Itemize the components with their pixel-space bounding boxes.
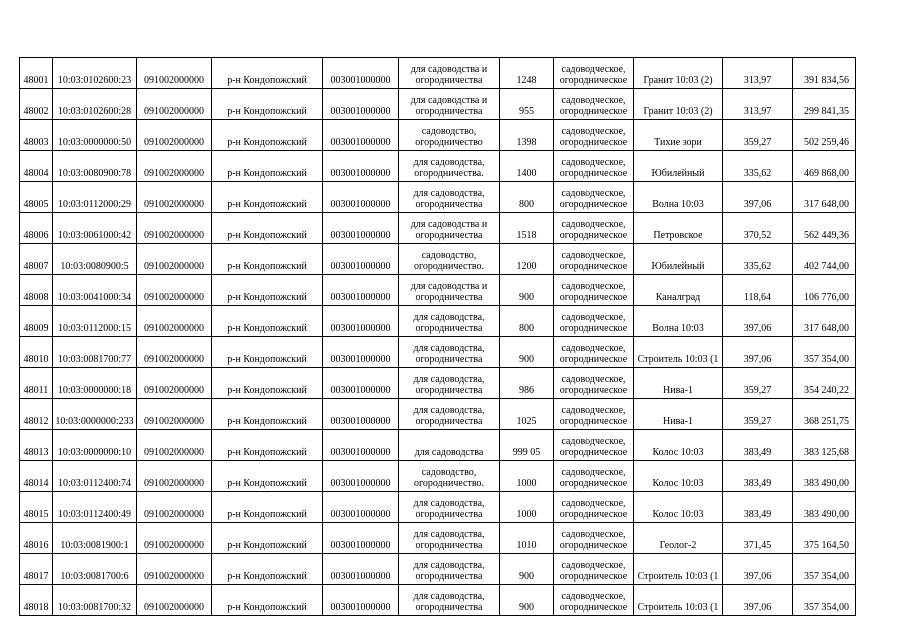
- row-number-cell: 48015: [20, 492, 53, 523]
- category-cell-line: садоводческое,: [561, 591, 626, 602]
- specific-value-cell: 397,06: [723, 585, 793, 616]
- permitted-use-cell: [399, 492, 500, 523]
- cadastral-number-cell: 10:03:0102600:28: [53, 89, 137, 120]
- cadastral-value-cell: 562 449,36: [793, 213, 856, 244]
- permitted-use-cell: [399, 58, 500, 89]
- okato-code-cell: 091002000000: [137, 89, 212, 120]
- permitted-use-cell-line: огородничества: [415, 509, 483, 520]
- category-cell-line: огородническое: [559, 75, 628, 86]
- cadastral-value-cell: 357 354,00: [793, 554, 856, 585]
- category-cell-line: садоводческое,: [561, 64, 626, 75]
- okato-code-cell: 091002000000: [137, 461, 212, 492]
- permitted-use-cell: [399, 213, 500, 244]
- cadastral-number-cell: 10:03:0061000:42: [53, 213, 137, 244]
- permitted-use-cell-line: огородничества: [415, 75, 483, 86]
- specific-value-cell: 397,06: [723, 306, 793, 337]
- specific-value-cell: 397,06: [723, 182, 793, 213]
- category-cell-line: огородническое: [559, 416, 628, 427]
- area-cell: 1518: [500, 213, 554, 244]
- cadastral-number-cell: 10:03:0080900:5: [53, 244, 137, 275]
- permitted-use-cell: [399, 585, 500, 616]
- cadastral-table: [19, 57, 856, 616]
- district-cell: р-н Кондопожский: [212, 244, 323, 275]
- area-cell: 900: [500, 275, 554, 306]
- okato-code-cell: 091002000000: [137, 399, 212, 430]
- oktmo-code-cell: 003001000000: [323, 120, 399, 151]
- category-cell: [554, 337, 634, 368]
- district-cell: р-н Кондопожский: [212, 523, 323, 554]
- row-number-cell: 48010: [20, 337, 53, 368]
- permitted-use-cell-line: огородничества: [415, 354, 483, 365]
- district-cell: р-н Кондопожский: [212, 275, 323, 306]
- area-cell: 1000: [500, 461, 554, 492]
- district-cell: р-н Кондопожский: [212, 585, 323, 616]
- table-row: [20, 585, 856, 616]
- cadastral-value-cell: 299 841,35: [793, 89, 856, 120]
- oktmo-code-cell: 003001000000: [323, 492, 399, 523]
- category-cell-line: огородническое: [559, 292, 628, 303]
- permitted-use-cell-line: огородничества: [415, 323, 483, 334]
- category-cell: [554, 275, 634, 306]
- category-cell-line: огородническое: [559, 447, 628, 458]
- permitted-use-cell: [399, 244, 500, 275]
- permitted-use-cell: [399, 151, 500, 182]
- okato-code-cell: 091002000000: [137, 58, 212, 89]
- table-row: [20, 430, 856, 461]
- partnership-name-cell: Нива-1: [634, 368, 723, 399]
- okato-code-cell: 091002000000: [137, 368, 212, 399]
- permitted-use-cell: [399, 337, 500, 368]
- category-cell-line: садоводческое,: [561, 219, 626, 230]
- specific-value-cell: 359,27: [723, 399, 793, 430]
- category-cell: [554, 182, 634, 213]
- oktmo-code-cell: 003001000000: [323, 337, 399, 368]
- category-cell: [554, 492, 634, 523]
- category-cell-line: садоводческое,: [561, 529, 626, 540]
- district-cell: р-н Кондопожский: [212, 461, 323, 492]
- permitted-use-cell-line: для садоводства и: [410, 64, 488, 75]
- oktmo-code-cell: 003001000000: [323, 182, 399, 213]
- category-cell: [554, 554, 634, 585]
- specific-value-cell: 383,49: [723, 461, 793, 492]
- oktmo-code-cell: 003001000000: [323, 151, 399, 182]
- district-cell: р-н Кондопожский: [212, 399, 323, 430]
- area-cell: 900: [500, 585, 554, 616]
- oktmo-code-cell: 003001000000: [323, 368, 399, 399]
- permitted-use-cell-line: для садоводства,: [413, 405, 485, 416]
- district-cell: р-н Кондопожский: [212, 306, 323, 337]
- permitted-use-cell-line: огородничества: [415, 416, 483, 427]
- category-cell-line: огородническое: [559, 602, 628, 613]
- table-row: [20, 337, 856, 368]
- permitted-use-cell-line: садоводство,: [421, 126, 477, 137]
- category-cell-line: садоводческое,: [561, 343, 626, 354]
- permitted-use-cell-line: огородничества: [415, 106, 483, 117]
- table-row: [20, 554, 856, 585]
- district-cell: р-н Кондопожский: [212, 151, 323, 182]
- permitted-use-cell-line: огородничество: [415, 137, 483, 148]
- area-cell: 1400: [500, 151, 554, 182]
- oktmo-code-cell: 003001000000: [323, 275, 399, 306]
- partnership-name-cell: Юбилейный: [634, 244, 723, 275]
- cadastral-value-cell: 354 240,22: [793, 368, 856, 399]
- cadastral-value-cell: 383 125,68: [793, 430, 856, 461]
- oktmo-code-cell: 003001000000: [323, 399, 399, 430]
- category-cell-line: садоводческое,: [561, 405, 626, 416]
- permitted-use-cell: [399, 368, 500, 399]
- permitted-use-cell-line: огородничества: [415, 199, 483, 210]
- row-number-cell: 48013: [20, 430, 53, 461]
- permitted-use-cell: [399, 275, 500, 306]
- table-row: [20, 306, 856, 337]
- category-cell: [554, 523, 634, 554]
- permitted-use-cell: [399, 554, 500, 585]
- okato-code-cell: 091002000000: [137, 523, 212, 554]
- category-cell-line: огородническое: [559, 137, 628, 148]
- permitted-use-cell-line: для садоводства,: [413, 157, 485, 168]
- specific-value-cell: 383,49: [723, 430, 793, 461]
- specific-value-cell: 313,97: [723, 58, 793, 89]
- partnership-name-cell: Нива-1: [634, 399, 723, 430]
- cadastral-value-cell: 469 868,00: [793, 151, 856, 182]
- specific-value-cell: 397,06: [723, 337, 793, 368]
- category-cell: [554, 120, 634, 151]
- okato-code-cell: 091002000000: [137, 275, 212, 306]
- cadastral-value-cell: 383 490,00: [793, 461, 856, 492]
- cadastral-number-cell: 10:03:0000000:233: [53, 399, 137, 430]
- cadastral-value-cell: 402 744,00: [793, 244, 856, 275]
- permitted-use-cell-line: огородничества: [415, 602, 483, 613]
- okato-code-cell: 091002000000: [137, 585, 212, 616]
- category-cell-line: огородническое: [559, 385, 628, 396]
- cadastral-number-cell: 10:03:0000000:10: [53, 430, 137, 461]
- category-cell: [554, 306, 634, 337]
- permitted-use-cell-line: для садоводства,: [413, 591, 485, 602]
- district-cell: р-н Кондопожский: [212, 492, 323, 523]
- table-row: [20, 151, 856, 182]
- category-cell-line: огородническое: [559, 230, 628, 241]
- permitted-use-cell-line: для садоводства и: [410, 281, 488, 292]
- permitted-use-cell-line: для садоводства,: [413, 312, 485, 323]
- category-cell: [554, 430, 634, 461]
- oktmo-code-cell: 003001000000: [323, 554, 399, 585]
- permitted-use-cell: [399, 430, 500, 461]
- area-cell: 900: [500, 554, 554, 585]
- permitted-use-cell-line: огородничества: [415, 230, 483, 241]
- district-cell: р-н Кондопожский: [212, 89, 323, 120]
- district-cell: р-н Кондопожский: [212, 554, 323, 585]
- permitted-use-cell: [399, 306, 500, 337]
- category-cell-line: садоводческое,: [561, 560, 626, 571]
- row-number-cell: 48016: [20, 523, 53, 554]
- cadastral-number-cell: 10:03:0112000:15: [53, 306, 137, 337]
- district-cell: р-н Кондопожский: [212, 120, 323, 151]
- cadastral-number-cell: 10:03:0041000:34: [53, 275, 137, 306]
- okato-code-cell: 091002000000: [137, 430, 212, 461]
- cadastral-value-cell: 383 490,00: [793, 492, 856, 523]
- row-number-cell: 48006: [20, 213, 53, 244]
- permitted-use-cell: [399, 399, 500, 430]
- partnership-name-cell: Строитель 10:03 (1: [634, 585, 723, 616]
- oktmo-code-cell: 003001000000: [323, 306, 399, 337]
- okato-code-cell: 091002000000: [137, 151, 212, 182]
- okato-code-cell: 091002000000: [137, 244, 212, 275]
- category-cell-line: огородническое: [559, 168, 628, 179]
- specific-value-cell: 370,52: [723, 213, 793, 244]
- category-cell-line: садоводческое,: [561, 95, 626, 106]
- row-number-cell: 48008: [20, 275, 53, 306]
- cadastral-value-cell: 357 354,00: [793, 585, 856, 616]
- area-cell: 986: [500, 368, 554, 399]
- row-number-cell: 48001: [20, 58, 53, 89]
- table-row: [20, 399, 856, 430]
- category-cell-line: садоводческое,: [561, 436, 626, 447]
- table-row: [20, 120, 856, 151]
- district-cell: р-н Кондопожский: [212, 368, 323, 399]
- permitted-use-cell: [399, 89, 500, 120]
- specific-value-cell: 313,97: [723, 89, 793, 120]
- permitted-use-cell-line: для садоводства,: [413, 498, 485, 509]
- district-cell: р-н Кондопожский: [212, 213, 323, 244]
- permitted-use-cell-line: огородничества: [415, 292, 483, 303]
- specific-value-cell: 118,64: [723, 275, 793, 306]
- area-cell: 1248: [500, 58, 554, 89]
- category-cell: [554, 58, 634, 89]
- district-cell: р-н Кондопожский: [212, 430, 323, 461]
- area-cell: 800: [500, 182, 554, 213]
- cadastral-value-cell: 375 164,50: [793, 523, 856, 554]
- category-cell-line: садоводческое,: [561, 157, 626, 168]
- row-number-cell: 48009: [20, 306, 53, 337]
- permitted-use-cell: [399, 523, 500, 554]
- okato-code-cell: 091002000000: [137, 306, 212, 337]
- category-cell-line: огородническое: [559, 540, 628, 551]
- partnership-name-cell: Тихие зори: [634, 120, 723, 151]
- permitted-use-cell-line: для садоводства,: [413, 188, 485, 199]
- table-row: [20, 368, 856, 399]
- category-cell: [554, 213, 634, 244]
- cadastral-value-cell: 391 834,56: [793, 58, 856, 89]
- specific-value-cell: 335,62: [723, 151, 793, 182]
- permitted-use-cell-line: огородничества: [415, 540, 483, 551]
- cadastral-value-cell: 502 259,46: [793, 120, 856, 151]
- specific-value-cell: 359,27: [723, 368, 793, 399]
- row-number-cell: 48003: [20, 120, 53, 151]
- oktmo-code-cell: 003001000000: [323, 523, 399, 554]
- category-cell-line: садоводческое,: [561, 250, 626, 261]
- table-row: [20, 58, 856, 89]
- table-row: [20, 182, 856, 213]
- cadastral-number-cell: 10:03:0112000:29: [53, 182, 137, 213]
- partnership-name-cell: Волна 10:03: [634, 182, 723, 213]
- partnership-name-cell: Строитель 10:03 (1: [634, 554, 723, 585]
- cadastral-value-cell: 368 251,75: [793, 399, 856, 430]
- partnership-name-cell: Каналград: [634, 275, 723, 306]
- row-number-cell: 48007: [20, 244, 53, 275]
- row-number-cell: 48012: [20, 399, 53, 430]
- permitted-use-cell-line: садоводство,: [421, 250, 477, 261]
- row-number-cell: 48014: [20, 461, 53, 492]
- table-row: [20, 213, 856, 244]
- row-number-cell: 48018: [20, 585, 53, 616]
- area-cell: 1200: [500, 244, 554, 275]
- category-cell-line: садоводческое,: [561, 374, 626, 385]
- category-cell: [554, 368, 634, 399]
- oktmo-code-cell: 003001000000: [323, 58, 399, 89]
- partnership-name-cell: Строитель 10:03 (1: [634, 337, 723, 368]
- row-number-cell: 48004: [20, 151, 53, 182]
- cadastral-value-cell: 317 648,00: [793, 182, 856, 213]
- category-cell: [554, 151, 634, 182]
- partnership-name-cell: Колос 10:03: [634, 430, 723, 461]
- partnership-name-cell: Волна 10:03: [634, 306, 723, 337]
- oktmo-code-cell: 003001000000: [323, 461, 399, 492]
- permitted-use-cell-line: садоводство,: [421, 467, 477, 478]
- okato-code-cell: 091002000000: [137, 182, 212, 213]
- oktmo-code-cell: 003001000000: [323, 244, 399, 275]
- category-cell-line: садоводческое,: [561, 188, 626, 199]
- row-number-cell: 48017: [20, 554, 53, 585]
- specific-value-cell: 397,06: [723, 554, 793, 585]
- category-cell: [554, 461, 634, 492]
- area-cell: 1000: [500, 492, 554, 523]
- partnership-name-cell: Петровское: [634, 213, 723, 244]
- cadastral-value-cell: 317 648,00: [793, 306, 856, 337]
- cadastral-number-cell: 10:03:0081900:1: [53, 523, 137, 554]
- area-cell: 955: [500, 89, 554, 120]
- category-cell: [554, 585, 634, 616]
- table-row: [20, 275, 856, 306]
- partnership-name-cell: Колос 10:03: [634, 461, 723, 492]
- oktmo-code-cell: 003001000000: [323, 89, 399, 120]
- category-cell-line: садоводческое,: [561, 281, 626, 292]
- okato-code-cell: 091002000000: [137, 213, 212, 244]
- permitted-use-cell: [399, 182, 500, 213]
- cadastral-number-cell: 10:03:0000000:50: [53, 120, 137, 151]
- permitted-use-cell-line: огородничества: [415, 385, 483, 396]
- area-cell: 1010: [500, 523, 554, 554]
- table-row: [20, 523, 856, 554]
- partnership-name-cell: Юбилейный: [634, 151, 723, 182]
- cadastral-number-cell: 10:03:0112400:49: [53, 492, 137, 523]
- permitted-use-cell-line: для садоводства: [414, 447, 484, 458]
- table-row: [20, 461, 856, 492]
- partnership-name-cell: Гранит 10:03 (2): [634, 89, 723, 120]
- area-cell: 800: [500, 306, 554, 337]
- okato-code-cell: 091002000000: [137, 337, 212, 368]
- permitted-use-cell-line: для садоводства,: [413, 529, 485, 540]
- permitted-use-cell-line: для садоводства,: [413, 343, 485, 354]
- row-number-cell: 48002: [20, 89, 53, 120]
- category-cell: [554, 399, 634, 430]
- specific-value-cell: 371,45: [723, 523, 793, 554]
- permitted-use-cell-line: для садоводства и: [410, 95, 488, 106]
- permitted-use-cell-line: для садоводства,: [413, 560, 485, 571]
- permitted-use-cell-line: огородничества: [415, 571, 483, 582]
- area-cell: 900: [500, 337, 554, 368]
- category-cell: [554, 244, 634, 275]
- okato-code-cell: 091002000000: [137, 120, 212, 151]
- permitted-use-cell-line: огородничества.: [414, 168, 484, 179]
- category-cell-line: огородническое: [559, 571, 628, 582]
- table-row: [20, 244, 856, 275]
- category-cell-line: огородническое: [559, 261, 628, 272]
- table-row: [20, 89, 856, 120]
- category-cell: [554, 89, 634, 120]
- category-cell-line: огородническое: [559, 106, 628, 117]
- permitted-use-cell-line: огородничество.: [413, 261, 485, 272]
- specific-value-cell: 359,27: [723, 120, 793, 151]
- permitted-use-cell-line: для садоводства и: [410, 219, 488, 230]
- cadastral-value-cell: 357 354,00: [793, 337, 856, 368]
- specific-value-cell: 335,62: [723, 244, 793, 275]
- row-number-cell: 48005: [20, 182, 53, 213]
- district-cell: р-н Кондопожский: [212, 182, 323, 213]
- area-cell: 1398: [500, 120, 554, 151]
- cadastral-number-cell: 10:03:0081700:32: [53, 585, 137, 616]
- okato-code-cell: 091002000000: [137, 492, 212, 523]
- area-cell: 999 05: [500, 430, 554, 461]
- category-cell-line: огородническое: [559, 323, 628, 334]
- cadastral-number-cell: 10:03:0081700:6: [53, 554, 137, 585]
- category-cell-line: садоводческое,: [561, 498, 626, 509]
- cadastral-value-cell: 106 776,00: [793, 275, 856, 306]
- category-cell-line: садоводческое,: [561, 126, 626, 137]
- permitted-use-cell: [399, 461, 500, 492]
- permitted-use-cell-line: для садоводства,: [413, 374, 485, 385]
- oktmo-code-cell: 003001000000: [323, 585, 399, 616]
- category-cell-line: садоводческое,: [561, 312, 626, 323]
- partnership-name-cell: Гранит 10:03 (2): [634, 58, 723, 89]
- category-cell-line: огородническое: [559, 199, 628, 210]
- category-cell-line: огородническое: [559, 354, 628, 365]
- category-cell-line: садоводческое,: [561, 467, 626, 478]
- specific-value-cell: 383,49: [723, 492, 793, 523]
- category-cell-line: огородническое: [559, 478, 628, 489]
- table-row: [20, 492, 856, 523]
- oktmo-code-cell: 003001000000: [323, 213, 399, 244]
- category-cell-line: огородническое: [559, 509, 628, 520]
- partnership-name-cell: Геолог-2: [634, 523, 723, 554]
- permitted-use-cell: [399, 120, 500, 151]
- cadastral-number-cell: 10:03:0112400:74: [53, 461, 137, 492]
- okato-code-cell: 091002000000: [137, 554, 212, 585]
- district-cell: р-н Кондопожский: [212, 58, 323, 89]
- cadastral-number-cell: 10:03:0000000:18: [53, 368, 137, 399]
- cadastral-number-cell: 10:03:0080900:78: [53, 151, 137, 182]
- oktmo-code-cell: 003001000000: [323, 430, 399, 461]
- partnership-name-cell: Колос 10:03: [634, 492, 723, 523]
- district-cell: р-н Кондопожский: [212, 337, 323, 368]
- permitted-use-cell-line: огородничество.: [413, 478, 485, 489]
- area-cell: 1025: [500, 399, 554, 430]
- row-number-cell: 48011: [20, 368, 53, 399]
- cadastral-number-cell: 10:03:0081700:77: [53, 337, 137, 368]
- cadastral-number-cell: 10:03:0102600:23: [53, 58, 137, 89]
